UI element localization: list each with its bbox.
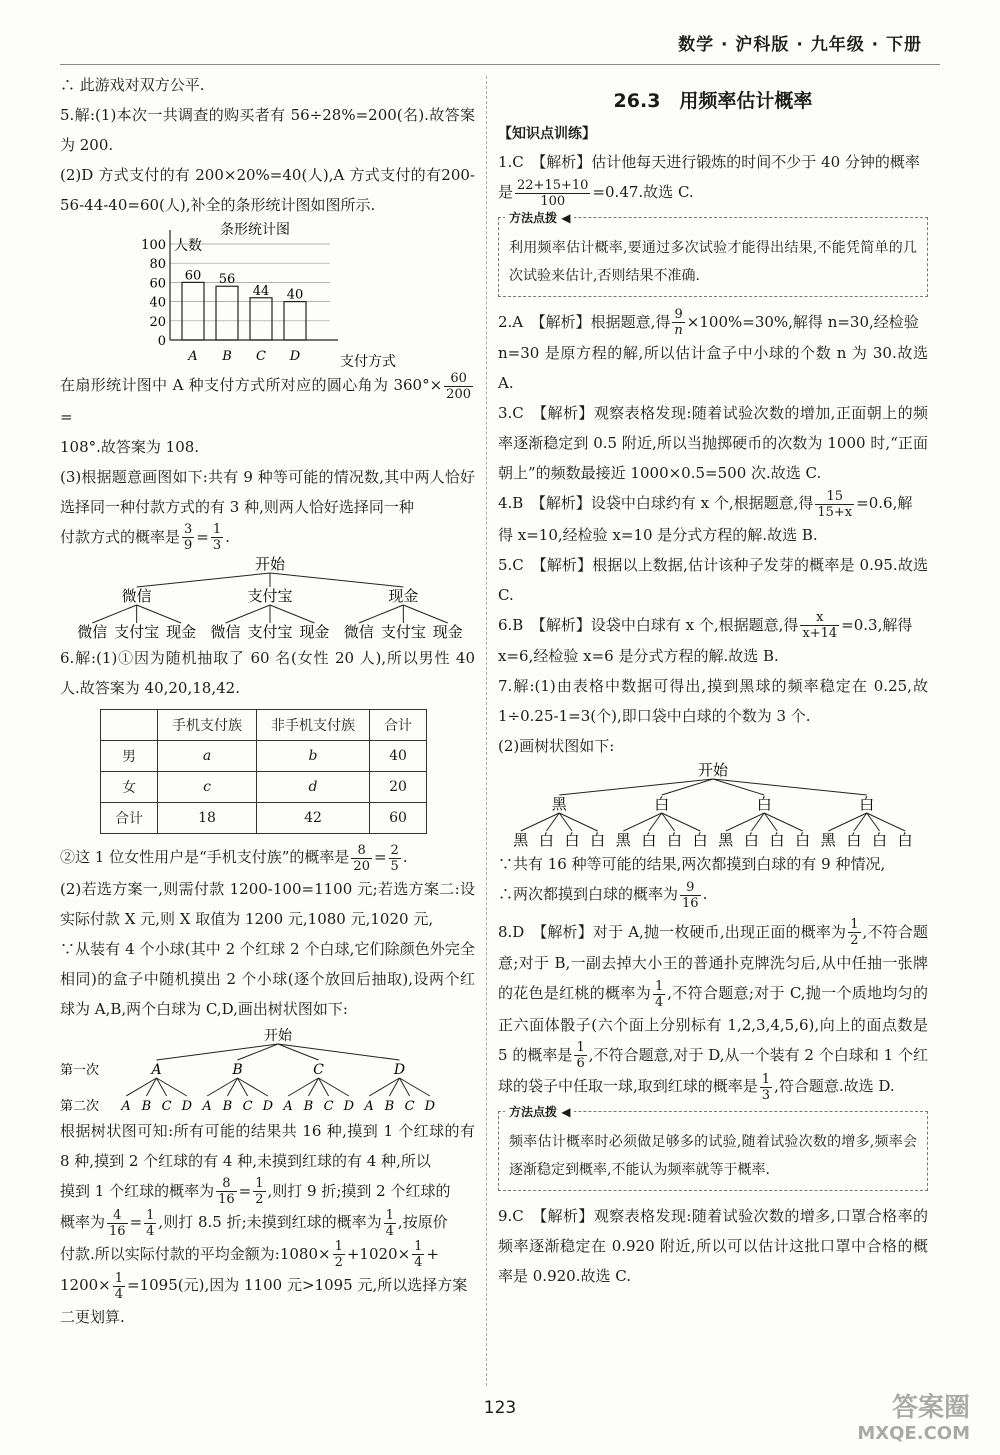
q5-angle: 在扇形统计图中 A 种支付方式所对应的圆心角为 360°× $\frac{60}{200}$ = <box>60 370 471 426</box>
answer-7-cont: ∵共有 16 种等可能的结果,两次都摸到白球的有 9 种情况, <box>498 855 886 873</box>
text: 概率为 <box>60 1213 106 1231</box>
q6-two-red: 概率为 $\frac{4}{16}$ = $\frac{1}{4}$ ,则打 8.5 折;未摸到红球的概率为 $\frac{1}{4}$ ,按原价 <box>60 1207 448 1239</box>
tree-node: 白 <box>654 795 670 813</box>
q5-part3: (3)根据题意画图如下:共有 9 种等可能的情况数,其中两人恰好选择同一种付款方式的有 3 种,则两人恰好选择同一种 <box>60 467 475 516</box>
x-tick-label: D <box>289 349 301 364</box>
text: ,符合题意.故选 D. <box>774 1077 895 1095</box>
fraction <box>384 1208 396 1239</box>
label-text: 方法点拨 <box>509 1104 558 1119</box>
denominator: 4 <box>655 994 664 1010</box>
text: ,不符合题意;对于 C,抛一个质地均匀的正六面体骰子(六个面上分别标有 1,2,3,4,5,6),向上的面点数是 5 的概率是 <box>498 984 928 1064</box>
denominator: 4 <box>414 1255 423 1270</box>
tree-branch <box>226 605 270 623</box>
text: ,按原价 <box>397 1213 448 1231</box>
payment-table <box>100 709 427 834</box>
q6-female-probability: ②这 1 位女性用户是“手机支付族”的概率是 $\frac{8}{20}$ = $\frac{2}{5}$ . <box>60 842 408 874</box>
numerator: 60 <box>444 371 473 387</box>
q5-part2: (2)D 方式支付的有 200×20%=40(人),A 方式支付的有200-56-44-40=60(人),补全的条形统计图如图所示. <box>60 166 475 214</box>
text: 付款方式的概率是 <box>60 527 181 546</box>
tree-leaf: D <box>424 1098 436 1114</box>
method-tip-text: 利用频率估计概率,要通过多次试验才能得出结果,不能凭简单的几次试验来估计,否则结果不准确. <box>509 239 917 284</box>
fraction <box>412 1239 424 1270</box>
denominator: 200 <box>446 386 471 402</box>
table-header-cell <box>101 710 158 741</box>
text: =0.6,解 <box>856 494 913 512</box>
tree-diagram-balls <box>60 1024 475 1116</box>
q6-part1: 6.解:(1)①因为随机抽取了 60 名(女性 20 人),所以男性 40 人.故答案为 40,20,18,42. <box>60 649 475 697</box>
numerator: 1 <box>414 1239 423 1254</box>
tree-node: A <box>151 1061 162 1078</box>
tree-node: 支付宝 <box>247 587 293 605</box>
denominator: 16 <box>109 1223 126 1239</box>
fraction <box>333 1239 345 1270</box>
answer-3: 3.C 【解析】观察表格发现:随着试验次数的增加,正面朝上的频率逐渐稳定到 0.5 附近,所以当抛掷硬币的次数为 1000 时,“正面朝上”的频数最接近 1000×0.5=500 次.故选 C. <box>498 404 928 482</box>
speaker-icon: ◀ <box>561 1104 571 1119</box>
tree-leaf: 白 <box>743 831 759 849</box>
text: =1095(元),因为 1100 元>1095 元,所以选择方案 <box>127 1276 468 1294</box>
y-tick-label: 60 <box>149 276 166 292</box>
text: ②这 1 位女性用户是“手机支付族”的概率是 <box>60 848 350 866</box>
column-divider <box>486 76 487 1386</box>
numerator: 8 <box>351 843 372 859</box>
watermark <box>857 1395 970 1447</box>
fraction <box>444 371 473 402</box>
tree-branch <box>559 779 713 795</box>
table-row <box>101 803 427 834</box>
y-tick-label: 20 <box>149 314 166 330</box>
tree-leaf: B <box>303 1098 314 1114</box>
right-column <box>498 70 928 1291</box>
tree-leaf: A <box>121 1098 131 1114</box>
tree-node: 现金 <box>388 587 419 605</box>
answer-2 <box>498 307 928 339</box>
tree-leaf: 黑 <box>718 831 734 849</box>
tree-leaf: C <box>404 1098 415 1114</box>
denominator: 9 <box>184 538 193 553</box>
y-axis-label: 人数 <box>174 238 202 254</box>
denominator: 6 <box>576 1056 585 1071</box>
table-cell: 女 <box>101 772 158 803</box>
table-row <box>101 741 427 772</box>
method-tip-label <box>505 1103 574 1120</box>
text: 1200× <box>60 1276 111 1294</box>
page-header: 数学 · 沪科版 · 九年级 · 下册 <box>678 35 922 55</box>
method-tip-box <box>498 210 928 297</box>
tree-leaf: 白 <box>564 831 580 849</box>
text: 是 <box>498 183 514 201</box>
paragraph: ∴ 此游戏对双方公平. <box>60 76 205 94</box>
q5-part1: 5.解:(1)本次一共调查的购买者有 56÷28%=200(名).故答案为 200. <box>60 106 475 154</box>
denominator: 20 <box>353 858 370 874</box>
tree-node: 白 <box>859 795 875 813</box>
method-tip-text: 频率估计概率时必须做足够多的试验,随着试验次数的增多,频率会逐渐稳定到概率,不能认为频率就等于概率. <box>509 1133 917 1178</box>
chart-title: 条形统计图 <box>220 222 290 238</box>
numerator: 1 <box>385 1207 394 1223</box>
tree-leaf: B <box>222 1098 233 1114</box>
tree-leaf: 白 <box>667 831 683 849</box>
y-tick-label: 80 <box>149 257 166 273</box>
tree-leaf: 白 <box>846 831 862 849</box>
denominator: 4 <box>385 1223 394 1239</box>
numerator: 1 <box>255 1176 264 1191</box>
numerator: 1 <box>146 1207 155 1223</box>
numerator: 1 <box>114 1270 124 1286</box>
numerator: 1 <box>212 522 222 537</box>
table-cell: 40 <box>370 741 427 772</box>
tree-leaf: 白 <box>897 831 913 849</box>
fraction <box>351 843 372 874</box>
answer-7: 7.解:(1)由表格中数据可得出,摸到黑球的频率稳定在 0.25,故 1÷0.25-1=3(个),即口袋中白球的个数为 3 个. <box>498 677 928 725</box>
table-cell: 42 <box>257 803 370 834</box>
answer-9: 9.C 【解析】观察表格发现:随着试验次数的增多,口罩合格率的频率逐渐稳定在 0.920 附近,所以可以估计这批口罩中合格的概率是 0.920.故选 C. <box>498 1206 928 1285</box>
text: =0.47.故选 C. <box>592 183 694 201</box>
tree-leaf: 黑 <box>513 831 529 849</box>
answer-6-cont: x=6,经检验 x=6 是分式方程的解.故选 B. <box>498 647 779 665</box>
tree-branch <box>521 813 559 831</box>
tree-branch <box>157 1044 279 1060</box>
tree-branch <box>270 605 314 623</box>
text: 付款.所以实际付款的平均金额为:1080× <box>60 1244 331 1263</box>
denominator: 2 <box>850 933 859 948</box>
fraction <box>515 178 590 209</box>
fraction <box>574 1040 586 1071</box>
fraction <box>144 1208 156 1239</box>
tree-leaf: 白 <box>692 831 708 849</box>
table-row <box>101 772 427 803</box>
fraction <box>107 1208 128 1239</box>
tree-row-label: 第二次 <box>60 1098 100 1114</box>
tree-branch <box>137 573 270 587</box>
fraction <box>815 489 854 520</box>
tree-node: C <box>313 1061 324 1078</box>
numerator: 1 <box>850 917 859 932</box>
data-label: 60 <box>184 268 202 284</box>
tree-diagram-payment <box>60 553 475 643</box>
denominator: 3 <box>212 538 222 553</box>
tree-leaf: C <box>161 1098 172 1114</box>
numerator: 15 <box>815 489 854 505</box>
answer-1-cont <box>498 177 928 209</box>
table-cell: 合计 <box>101 803 158 834</box>
speaker-icon: ◀ <box>561 210 571 225</box>
text: ,不符合题意,对于 D,从一个装有 2 个白球和 1 个红球的袋子中任取一球,取到红球的概率是 <box>498 1045 929 1095</box>
tree-leaf: D <box>343 1098 355 1114</box>
tree-root: 开始 <box>697 761 729 779</box>
fraction <box>653 979 665 1010</box>
tree-node: B <box>232 1061 243 1078</box>
bar <box>216 286 238 340</box>
answer-4-cont: 得 x=10,经检验 x=10 是分式方程的解.故选 B. <box>498 525 818 544</box>
denominator: 15+x <box>817 504 853 520</box>
denominator: x+14 <box>802 626 838 641</box>
answer-7-tree-intro: (2)画树状图如下: <box>498 737 615 755</box>
text: 2.A 【解析】根据题意,得 <box>498 312 671 331</box>
text: 8.D 【解析】对于 A,抛一枚硬币,出现正面的概率为 <box>498 922 847 941</box>
q5-angle-answer: 108°.故答案为 108. <box>60 437 200 456</box>
numerator: 9 <box>672 307 684 323</box>
fraction <box>680 880 701 911</box>
numerator: 8 <box>216 1176 237 1192</box>
label-text: 方法点拨 <box>509 210 558 225</box>
fraction <box>216 1176 237 1207</box>
tree-node: 黑 <box>551 795 567 813</box>
bar <box>250 298 272 340</box>
tree-branch <box>559 813 597 831</box>
tree-leaf: B <box>384 1098 395 1114</box>
tree-leaf: 白 <box>590 831 606 849</box>
tree-node: D <box>393 1061 406 1078</box>
method-tip-label <box>505 209 574 226</box>
numerator: 1 <box>761 1071 771 1087</box>
tree-branch <box>270 573 403 587</box>
tree-row-label: 第一次 <box>60 1062 100 1078</box>
numerator: 1 <box>334 1239 343 1254</box>
fraction <box>848 917 860 948</box>
table-cell: a <box>158 741 257 772</box>
tree-leaf: 微信 <box>77 623 108 641</box>
q6-part2: (2)若选方案一,则需付款 1200-100=1100 元;若选方案二:设实际付款 X 元,则 X 取值为 1200 元,1080 元,1020 元, <box>60 879 475 928</box>
knowledge-point-label: 【知识点训练】 <box>498 126 596 142</box>
table-cell: 20 <box>370 772 427 803</box>
text: 摸到 1 个红球的概率为 <box>60 1181 215 1200</box>
tree-leaf: 微信 <box>343 623 374 641</box>
tree-branch <box>662 813 700 831</box>
bar-chart <box>140 220 470 370</box>
tree-diagram-black-white <box>498 761 928 849</box>
tree-leaf: 黑 <box>820 831 836 849</box>
fraction <box>672 307 684 338</box>
table-cell: 男 <box>101 741 158 772</box>
tree-branch <box>92 605 136 623</box>
numerator: 1 <box>576 1040 585 1055</box>
tree-branch <box>278 1044 400 1060</box>
table-cell: c <box>158 772 257 803</box>
fraction <box>182 522 194 553</box>
answer-7-probability: ∴两次都摸到白球的概率为 $\frac{9}{16}$ . <box>498 879 708 911</box>
table-header-cell: 手机支付族 <box>158 710 257 741</box>
header-rule <box>60 64 940 65</box>
y-tick-label: 100 <box>141 238 166 253</box>
tree-leaf: 白 <box>795 831 811 849</box>
q6-average: 付款.所以实际付款的平均金额为:1080× $\frac{1}{2}$ +1020× $\frac{1}{4}$ + <box>60 1239 440 1270</box>
tree-branch <box>713 779 867 795</box>
denominator: 5 <box>390 858 399 874</box>
tree-branch <box>867 813 905 831</box>
tree-root: 开始 <box>254 555 286 573</box>
answer-4 <box>498 488 928 520</box>
q6-one-red: 摸到 1 个红球的概率为 $\frac{8}{16}$ = $\frac{1}{2}$ ,则打 9 折;摸到 2 个红球的 <box>60 1176 451 1207</box>
tree-leaf: A <box>283 1098 293 1114</box>
watermark-line: MXQE.COM <box>857 1423 970 1444</box>
tree-leaf: 白 <box>769 831 785 849</box>
tree-leaf: 支付宝 <box>114 623 160 641</box>
tree-node: 微信 <box>121 587 152 605</box>
numerator: 9 <box>680 880 701 896</box>
answer-1: 1.C 【解析】估计他每天进行锻炼的时间不少于 40 分钟的概率 <box>498 153 920 171</box>
denominator: 16 <box>218 1192 235 1207</box>
data-label: 44 <box>252 283 270 299</box>
answer-5: 5.C 【解析】根据以上数据,估计该种子发芽的概率是 0.95.故选 C. <box>498 555 928 604</box>
fraction <box>800 610 839 641</box>
tree-leaf: D <box>262 1098 274 1114</box>
fraction <box>211 522 223 553</box>
tree-branch <box>623 813 661 831</box>
text: ,不符合题意;对于 B,一副去掉大小王的普通扑克牌洗匀后,从中任抽一张牌的花色是红桃的概率为 <box>498 922 928 1002</box>
tree-leaf: 微信 <box>210 623 241 641</box>
tree-branch <box>726 813 764 831</box>
denominator: 2 <box>255 1192 264 1207</box>
denominator: 100 <box>540 193 566 209</box>
text: ,则打 8.5 折;未摸到红球的概率为 <box>158 1213 382 1231</box>
tree-leaf: B <box>141 1098 152 1114</box>
q5-probability: 付款方式的概率是 $\frac{3}{9}$ = $\frac{1}{3}$ . <box>60 522 230 553</box>
denominator: 4 <box>114 1286 124 1302</box>
answer-8 <box>498 917 928 1103</box>
denominator: 16 <box>682 895 699 911</box>
denominator: 4 <box>146 1223 155 1239</box>
table-cell: b <box>257 741 370 772</box>
denominator: n <box>674 323 683 338</box>
tree-branch <box>764 813 802 831</box>
fraction <box>113 1271 125 1302</box>
tree-root: 开始 <box>264 1027 292 1044</box>
tree-leaf: 现金 <box>432 623 463 641</box>
section-title: 26.3 用频率估计概率 <box>613 90 813 112</box>
tree-leaf: 现金 <box>166 623 197 641</box>
numerator: x <box>800 610 839 626</box>
tree-branch <box>828 813 866 831</box>
x-tick-label: B <box>222 349 232 364</box>
table-header-cell: 合计 <box>370 710 427 741</box>
numerator: 1 <box>655 978 664 994</box>
text: 在扇形统计图中 A 种支付方式所对应的圆心角为 360°× <box>60 376 443 394</box>
text: ∴两次都摸到白球的概率为 <box>498 885 679 903</box>
table-header-cell: 非手机支付族 <box>257 710 370 741</box>
tree-leaf: 黑 <box>615 831 631 849</box>
text: 4.B 【解析】设袋中白球约有 x 个,根据题意,得 <box>498 494 814 512</box>
table-header-row <box>101 710 427 741</box>
text: ,则打 9 折;摸到 2 个红球的 <box>267 1181 451 1200</box>
denominator: 2 <box>334 1255 343 1270</box>
tree-leaf: 白 <box>872 831 888 849</box>
watermark-line: 答案圈 <box>891 1393 970 1423</box>
x-tick-label: A <box>188 349 198 364</box>
tree-leaf: 白 <box>641 831 657 849</box>
denominator: 3 <box>761 1087 771 1103</box>
q6-average-result <box>60 1270 475 1302</box>
numerator: 2 <box>390 842 399 858</box>
table-cell: d <box>257 772 370 803</box>
tree-branch <box>403 605 447 623</box>
data-label: 56 <box>218 272 236 288</box>
x-tick-label: C <box>256 349 266 364</box>
page-number: 123 <box>483 1398 517 1418</box>
numerator: 3 <box>184 522 193 537</box>
numerator: 22+15+10 <box>517 177 589 193</box>
y-tick-label: 40 <box>149 295 166 311</box>
tree-leaf: A <box>364 1098 374 1114</box>
tree-branch <box>359 605 403 623</box>
table-cell: 60 <box>370 803 427 834</box>
numerator: 4 <box>107 1208 128 1224</box>
text: 6.B 【解析】设袋中白球有 x 个,根据题意,得 <box>498 615 799 634</box>
tree-leaf: 现金 <box>299 623 330 641</box>
answer-6 <box>498 610 928 642</box>
fraction <box>389 843 401 874</box>
text: ×100%=30%,解得 n=30,经检验 <box>686 312 919 331</box>
answer-2-cont: n=30 是原方程的解,所以估计盒子中小球的个数 n 为 30.故选 A. <box>498 344 928 392</box>
method-tip-box <box>498 1104 928 1191</box>
data-label: 40 <box>286 287 304 303</box>
tree-leaf: 支付宝 <box>247 623 293 641</box>
table-cell: 18 <box>158 803 257 834</box>
bar <box>182 282 204 340</box>
tree-leaf: D <box>181 1098 193 1114</box>
tree-branch <box>137 605 181 623</box>
tree-node: 白 <box>756 795 772 813</box>
y-tick-label: 0 <box>157 334 166 349</box>
text: =0.3,解得 <box>841 615 913 634</box>
left-column <box>60 70 475 1332</box>
tree-leaf: A <box>202 1098 212 1114</box>
tree-leaf: C <box>323 1098 334 1114</box>
q6-conclusion: 二更划算. <box>60 1307 125 1326</box>
fraction <box>253 1176 265 1207</box>
tree-leaf: 支付宝 <box>380 623 426 641</box>
tree-leaf: C <box>242 1098 253 1114</box>
tree-leaf: 白 <box>538 831 554 849</box>
q6-part3: ∵从装有 4 个小球(其中 2 个红球 2 个白球,它们除颜色外完全相同)的盒子中随机摸出 2 个小球(逐个放回后抽取),设两个红球为 A,B,两个白球为 C,D,画出树状图如下: <box>60 939 475 1018</box>
q6-part4: 根据树状图可知:所有可能的结果共 16 种,摸到 1 个红球的有 8 种,摸到 2 个红球的有 4 种,未摸到红球的有 4 种,所以 <box>60 1121 475 1170</box>
x-axis-label: 支付方式 <box>340 354 396 370</box>
fraction <box>760 1072 772 1103</box>
